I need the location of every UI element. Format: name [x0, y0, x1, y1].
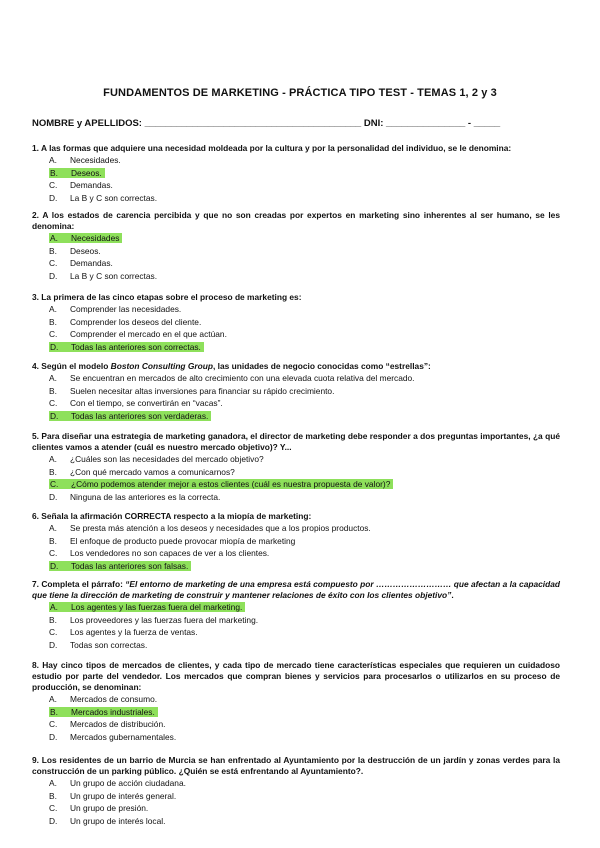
option-a	[49, 601, 560, 614]
name-dni-line: NOMBRE y APELLIDOS: _________________________________________ DNI: _______________ - _____	[32, 118, 501, 129]
quoted-paragraph: “El entorno de marketing de una empresa está compuesto por ……………………… que afectan a la capacidad que tiene la dirección de marketing de construir y mantener relaciones de éxito con los clientes objetivo”	[32, 579, 560, 600]
question-stem: 5. Para diseñar una estrategia de marketing ganadora, el director de marketing debe responder a dos preguntas importantes, ¿a qué clientes vamos a atender (cuál es nuestro mercado objetivo)? Y...	[32, 431, 560, 452]
option-d: D. Ninguna de las anteriores es la correcta.	[49, 491, 221, 502]
option-a: A. Se presta más atención a los deseos y necesidades que a los propios productos.	[49, 523, 371, 533]
option-d: D. Todas son correctas.	[49, 639, 148, 650]
option-a: A. Se encuentran en mercados de alto crecimiento con una elevada cuota relativa del mercado.	[49, 373, 415, 383]
emphasis-text: Boston Consulting Group	[110, 361, 214, 371]
option-b	[49, 706, 560, 719]
correct-answer-highlight: B. Deseos.	[49, 168, 105, 178]
option-b: B. El enfoque de producto puede provocar miopía de marketing	[49, 535, 296, 546]
option-b: B. ¿Con qué mercado vamos a comunicarnos?	[49, 466, 235, 477]
option-c: C. Comprender el mercado en el que actúan.	[49, 329, 227, 340]
correct-answer-highlight: B. Mercados industriales.	[49, 707, 158, 717]
option-c: C. Los vendedores no son capaces de ver a los clientes.	[49, 548, 270, 559]
option-b: B. Comprender los deseos del cliente.	[49, 316, 202, 327]
option-a: A. Comprender las necesidades.	[49, 304, 182, 314]
option-b: B. Los proveedores y las fuerzas fuera del marketing.	[49, 614, 259, 625]
question-stem: 8. Hay cinco tipos de mercados de clientes, y cada tipo de mercado tiene características especiales que requieren un cuidadoso estudio por parte del vendedor. Los mercados que compran bienes y servicios para procesarlos o utilizarlos en su proceso de producción, se denominan:	[32, 660, 560, 692]
question-2	[32, 210, 560, 282]
option-a: A. ¿Cuáles son las necesidades del mercado objetivo?	[49, 454, 264, 464]
question-3	[32, 292, 560, 353]
question-stem: 2. A los estados de carencia percibida y que no son creadas por expertos en marketing sino inherentes al ser humano, se les denomina:	[32, 210, 560, 231]
option-a: A. Mercados de consumo.	[49, 694, 158, 704]
option-d: D. La B y C son correctas.	[49, 270, 158, 281]
option-c: C. Mercados de distribución.	[49, 719, 166, 730]
correct-answer-highlight: D. Todas las anteriores son verdaderas.	[49, 411, 211, 421]
option-d: D. La B y C son correctas.	[49, 192, 158, 203]
question-6	[32, 511, 560, 572]
question-stem: 3. La primera de las cinco etapas sobre el proceso de marketing es:	[32, 292, 302, 302]
correct-answer-highlight: D. Todas las anteriores son falsas.	[49, 561, 191, 571]
question-7	[32, 579, 560, 651]
correct-answer-highlight: C. ¿Cómo podemos atender mejor a estos clientes (cuál es nuestra propuesta de valor)?	[49, 479, 393, 489]
option-b	[49, 167, 560, 180]
question-stem: 9. Los residentes de un barrio de Murcia se han enfrentado al Ayuntamiento por la destrucción de un jardín y zonas verdes para la construcción de un parking público. ¿Quién se está enfrentando al Ayuntamiento?.	[32, 755, 560, 776]
option-b: B. Deseos.	[49, 245, 101, 256]
option-b: B. Suelen necesitar altas inversiones para financiar su rápido crecimiento.	[49, 385, 335, 396]
option-b: B. Un grupo de interés general.	[49, 790, 177, 801]
option-a	[49, 232, 560, 245]
option-d: D. Un grupo de interés local.	[49, 815, 166, 826]
page-title: FUNDAMENTOS DE MARKETING - PRÁCTICA TIPO TEST - TEMAS 1, 2 y 3	[103, 87, 497, 99]
option-a: A. Un grupo de acción ciudadana.	[49, 778, 186, 788]
option-c: C. Un grupo de presión.	[49, 803, 149, 814]
option-d: D. Mercados gubernamentales.	[49, 731, 177, 742]
correct-answer-highlight: A. Necesidades	[49, 233, 122, 243]
option-c: C. Con el tiempo, se convertirán en “vacas”.	[49, 398, 223, 409]
question-9	[32, 755, 560, 827]
option-c	[49, 478, 560, 491]
option-d	[49, 341, 560, 354]
question-stem: 4. Según el modelo Boston Consulting Group, las unidades de negocio conocidas como “estrellas”:	[32, 361, 431, 371]
question-1	[32, 143, 560, 204]
correct-answer-highlight: D. Todas las anteriores son correctas.	[49, 342, 204, 352]
option-d	[49, 560, 560, 573]
question-8	[32, 660, 560, 743]
question-stem: 1. A las formas que adquiere una necesidad moldeada por la cultura y por la personalidad del individuo, se le denomina:	[32, 143, 512, 153]
question-4	[32, 361, 560, 422]
question-5	[32, 431, 560, 503]
question-stem: 7. Completa el párrafo: “El entorno de marketing de una empresa está compuesto por ……………………… que afectan a la capacidad que tiene la dirección de marketing de construir y mantener relaciones de éxito con los clientes objetivo”.	[32, 579, 560, 600]
option-c: C. Demandas.	[49, 180, 113, 191]
option-c: C. Demandas.	[49, 258, 113, 269]
option-d	[49, 410, 560, 423]
option-c: C. Los agentes y la fuerza de ventas.	[49, 627, 198, 638]
question-stem: 6. Señala la afirmación CORRECTA respecto a la miopía de marketing:	[32, 511, 312, 521]
correct-answer-highlight: A. Los agentes y las fuerzas fuera del marketing.	[49, 602, 245, 612]
option-a: A. Necesidades.	[49, 155, 121, 165]
